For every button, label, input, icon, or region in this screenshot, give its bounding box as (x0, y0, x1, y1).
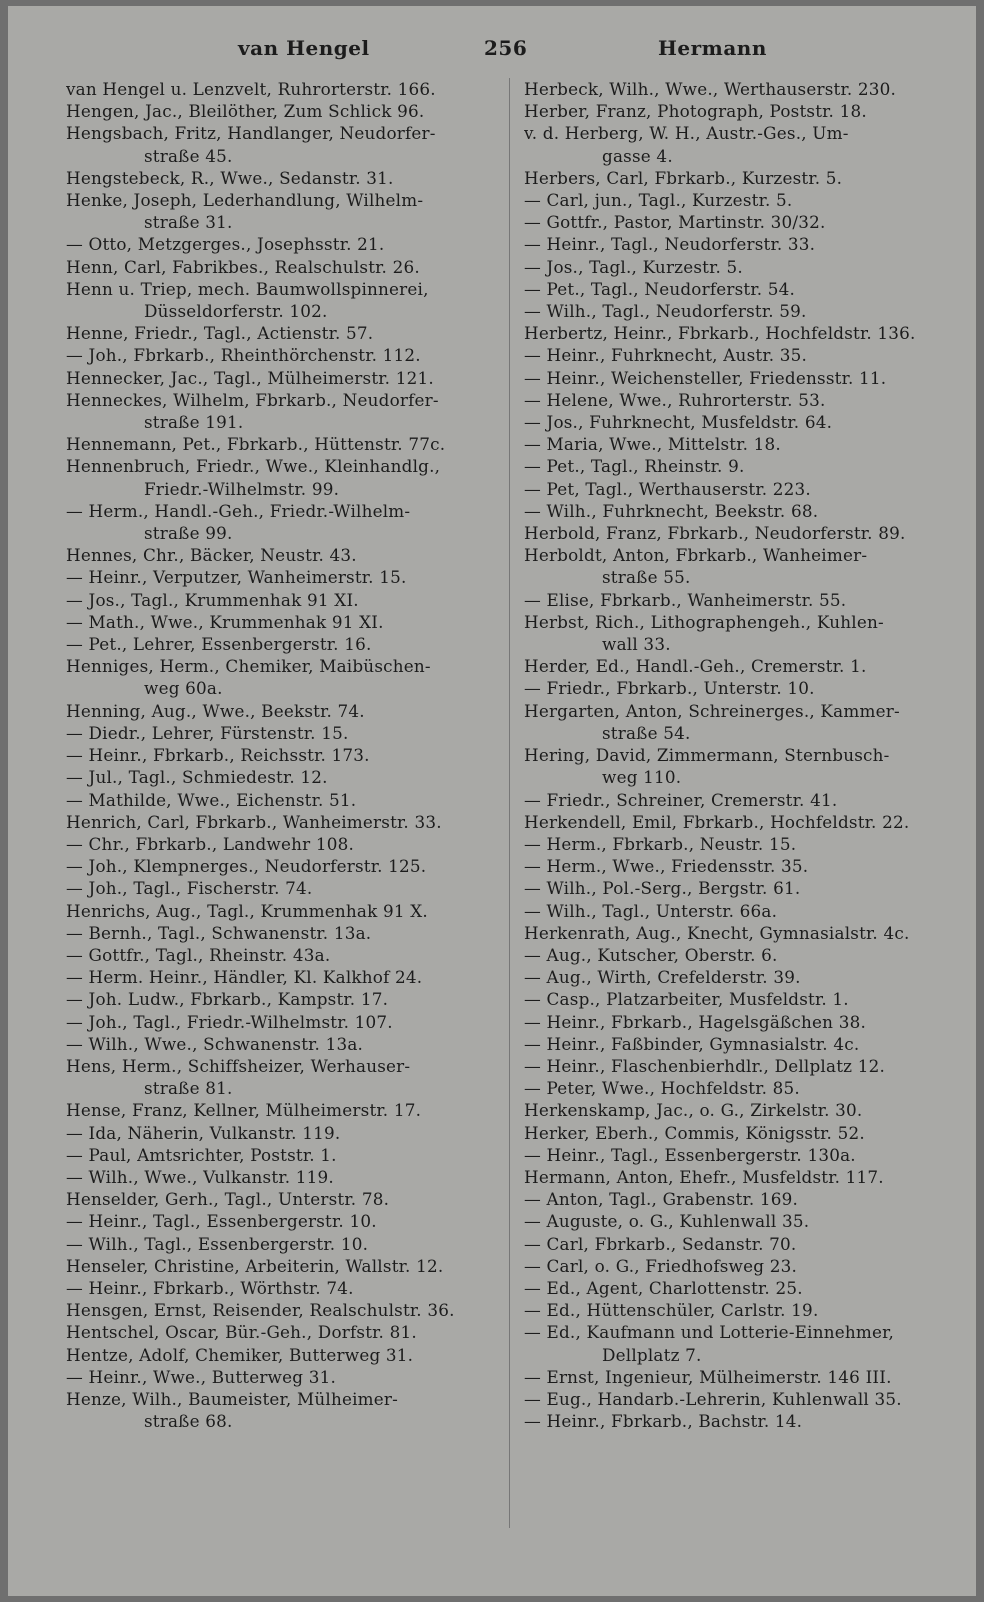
directory-entry: Herbertz, Heinr., Fbrkarb., Hochfeldstr. 136. (524, 323, 916, 344)
directory-entry: — Pet, Tagl., Werthauserstr. 223. (524, 478, 811, 499)
directory-entry: — Aug., Wirth, Crefelderstr. 39. (524, 967, 801, 988)
directory-entry: Henneckes, Wilhelm, Fbrkarb., Neudorfer- (66, 389, 439, 410)
directory-entry: — Wilh., Tagl., Essenbergerstr. 10. (66, 1233, 369, 1254)
directory-entry: — Peter, Wwe., Hochfeldstr. 85. (524, 1078, 800, 1099)
directory-page (8, 6, 976, 1596)
directory-entry: Herbold, Franz, Fbrkarb., Neudorferstr. 89. (524, 523, 906, 544)
directory-entry: — Diedr., Lehrer, Fürstenstr. 15. (66, 722, 349, 743)
directory-entry: — Ed., Kaufmann und Lotterie-Einnehmer, (524, 1322, 895, 1343)
directory-entry: — Heinr., Verputzer, Wanheimerstr. 15. (66, 567, 407, 588)
directory-entry: — Herm., Wwe., Friedensstr. 35. (524, 856, 809, 877)
header-first-entry: van Hengel (238, 36, 370, 60)
directory-entry: Hennecker, Jac., Tagl., Mülheimerstr. 121. (66, 367, 434, 388)
directory-entry: — Carl, jun., Tagl., Kurzestr. 5. (524, 190, 793, 211)
directory-entry: — Eug., Handarb.-Lehrerin, Kuhlenwall 35. (524, 1388, 902, 1409)
directory-entry: — Paul, Amtsrichter, Poststr. 1. (66, 1144, 337, 1165)
directory-entry: Henselder, Gerh., Tagl., Unterstr. 78. (66, 1189, 390, 1210)
directory-entry: — Casp., Platzarbeiter, Musfeldstr. 1. (524, 989, 849, 1010)
left-column (66, 78, 500, 1432)
directory-entry: van Hengel u. Lenzvelt, Ruhrorterstr. 166. (66, 79, 436, 99)
directory-entry: — Friedr., Schreiner, Cremerstr. 41. (524, 789, 838, 810)
directory-entry: — Herm. Heinr., Händler, Kl. Kalkhof 24. (66, 967, 423, 988)
directory-entry-continuation: Düsseldorferstr. 102. (144, 301, 328, 322)
directory-entry-continuation: straße 54. (602, 722, 691, 743)
directory-entry: — Joh., Tagl., Fischerstr. 74. (66, 878, 313, 899)
directory-entry: — Heinr., Fbrkarb., Wörthstr. 74. (66, 1277, 354, 1298)
directory-entry: — Aug., Kutscher, Oberstr. 6. (524, 944, 778, 965)
directory-entry: Herker, Eberh., Commis, Königsstr. 52. (524, 1122, 865, 1143)
directory-entry: — Jos., Tagl., Krummenhak 91 XI. (66, 589, 359, 610)
directory-entry: — Heinr., Tagl., Essenbergerstr. 10. (66, 1211, 377, 1232)
directory-entry: — Heinr., Fbrkarb., Reichsstr. 173. (66, 745, 370, 766)
page-number: 256 (484, 36, 528, 60)
directory-entry: — Wilh., Wwe., Schwanenstr. 13a. (66, 1033, 364, 1054)
directory-entry: — Wilh., Tagl., Unterstr. 66a. (524, 900, 778, 921)
header-last-entry: Hermann (658, 36, 767, 60)
directory-entry: Hermann, Anton, Ehefr., Musfeldstr. 117. (524, 1166, 884, 1187)
directory-entry: Henrich, Carl, Fbrkarb., Wanheimerstr. 33. (66, 811, 442, 832)
directory-entry: — Pet., Lehrer, Essenbergerstr. 16. (66, 634, 372, 655)
directory-entry: Hennemann, Pet., Fbrkarb., Hüttenstr. 77c. (66, 434, 446, 455)
directory-entry: — Heinr., Flaschenbierhdlr., Dellplatz 12. (524, 1055, 886, 1076)
directory-entry: Hennes, Chr., Bäcker, Neustr. 43. (66, 545, 357, 566)
directory-entry-continuation: straße 191. (144, 412, 244, 433)
directory-entry: Henn, Carl, Fabrikbes., Realschulstr. 26. (66, 256, 420, 277)
directory-entry: Herbers, Carl, Fbrkarb., Kurzestr. 5. (524, 167, 843, 188)
directory-entry: Henze, Wilh., Baumeister, Mülheimer- (66, 1388, 398, 1409)
directory-entry: v. d. Herberg, W. H., Austr.-Ges., Um- (524, 123, 849, 144)
directory-entry: Henn u. Triep, mech. Baumwollspinnerei, (66, 278, 429, 299)
directory-entry-continuation: wall 33. (602, 634, 671, 655)
directory-entry: Hentze, Adolf, Chemiker, Butterweg 31. (66, 1344, 414, 1365)
directory-entry: — Jul., Tagl., Schmiedestr. 12. (66, 767, 328, 788)
directory-entry: Hergarten, Anton, Schreinerges., Kammer- (524, 700, 900, 721)
directory-entry: Hense, Franz, Kellner, Mülheimerstr. 17. (66, 1100, 422, 1121)
directory-entry: — Bernh., Tagl., Schwanenstr. 13a. (66, 922, 372, 943)
directory-entry: Herbeck, Wilh., Wwe., Werthauserstr. 230. (524, 79, 897, 99)
directory-entry: Hennenbruch, Friedr., Wwe., Kleinhandlg., (66, 456, 441, 477)
directory-entry-continuation: straße 45. (144, 145, 233, 166)
directory-entry: — Joh. Ludw., Fbrkarb., Kampstr. 17. (66, 989, 389, 1010)
directory-entry: Herber, Franz, Photograph, Poststr. 18. (524, 101, 867, 122)
directory-entry: Henke, Joseph, Lederhandlung, Wilhelm- (66, 190, 424, 211)
directory-entry-continuation: weg 110. (602, 767, 682, 788)
directory-entry-continuation: straße 31. (144, 212, 233, 233)
directory-entry: — Joh., Klempnerges., Neudorferstr. 125. (66, 856, 427, 877)
directory-entry: Herder, Ed., Handl.-Geh., Cremerstr. 1. (524, 656, 867, 677)
directory-entry: — Heinr., Fbrkarb., Hagelsgäßchen 38. (524, 1011, 866, 1032)
directory-entry-continuation: straße 99. (144, 523, 233, 544)
directory-entry: Hengstebeck, R., Wwe., Sedanstr. 31. (66, 167, 394, 188)
directory-entry: Henning, Aug., Wwe., Beekstr. 74. (66, 700, 365, 721)
directory-entry: — Heinr., Fbrkarb., Bachstr. 14. (524, 1411, 803, 1432)
directory-entry-continuation: straße 55. (602, 567, 691, 588)
directory-entry: Hengen, Jac., Bleilöther, Zum Schlick 96. (66, 101, 425, 122)
directory-entry: — Wilh., Fuhrknecht, Beekstr. 68. (524, 500, 819, 521)
directory-entry: — Carl, Fbrkarb., Sedanstr. 70. (524, 1233, 797, 1254)
directory-entry-continuation: gasse 4. (602, 145, 673, 166)
directory-entry: — Otto, Metzgerges., Josephsstr. 21. (66, 234, 385, 255)
directory-entry-continuation: straße 68. (144, 1411, 233, 1432)
directory-entry: Henniges, Herm., Chemiker, Maibüschen- (66, 656, 431, 677)
directory-entry: — Pet., Tagl., Rheinstr. 9. (524, 456, 745, 477)
directory-entry: — Carl, o. G., Friedhofsweg 23. (524, 1255, 798, 1276)
directory-entry-continuation: Friedr.-Wilhelmstr. 99. (144, 478, 340, 499)
directory-entry: — Ernst, Ingenieur, Mülheimerstr. 146 III. (524, 1366, 892, 1387)
directory-entry-continuation: straße 81. (144, 1078, 233, 1099)
directory-entry: — Jos., Fuhrknecht, Musfeldstr. 64. (524, 412, 833, 433)
directory-entry: — Jos., Tagl., Kurzestr. 5. (524, 256, 743, 277)
directory-entry: — Wilh., Pol.-Serg., Bergstr. 61. (524, 878, 801, 899)
directory-entry: — Heinr., Faßbinder, Gymnasialstr. 4c. (524, 1033, 860, 1054)
directory-entry: Herboldt, Anton, Fbrkarb., Wanheimer- (524, 545, 868, 566)
directory-entry: — Heinr., Fuhrknecht, Austr. 35. (524, 345, 808, 366)
directory-entry: — Wilh., Wwe., Vulkanstr. 119. (66, 1166, 334, 1187)
directory-entry: Henseler, Christine, Arbeiterin, Wallstr. 12. (66, 1255, 444, 1276)
directory-entry: Hering, David, Zimmermann, Sternbusch- (524, 745, 890, 766)
directory-entry: — Friedr., Fbrkarb., Unterstr. 10. (524, 678, 815, 699)
directory-entry: — Auguste, o. G., Kuhlenwall 35. (524, 1211, 810, 1232)
directory-entry: — Pet., Tagl., Neudorferstr. 54. (524, 278, 796, 299)
right-column (524, 78, 960, 1432)
directory-entry: Herbst, Rich., Lithographengeh., Kuhlen- (524, 611, 884, 632)
directory-entry: — Herm., Fbrkarb., Neustr. 15. (524, 833, 797, 854)
directory-entry: — Wilh., Tagl., Neudorferstr. 59. (524, 301, 807, 322)
page-header (8, 36, 976, 68)
directory-entry: — Elise, Fbrkarb., Wanheimerstr. 55. (524, 589, 847, 610)
directory-entry: — Gottfr., Pastor, Martinstr. 30/32. (524, 212, 826, 233)
directory-entry: — Anton, Tagl., Grabenstr. 169. (524, 1189, 799, 1210)
directory-entry: — Maria, Wwe., Mittelstr. 18. (524, 434, 781, 455)
directory-entry: — Helene, Wwe., Ruhrorterstr. 53. (524, 389, 826, 410)
directory-entry: — Heinr., Tagl., Essenbergerstr. 130a. (524, 1144, 856, 1165)
directory-entry: — Ed., Agent, Charlottenstr. 25. (524, 1277, 803, 1298)
directory-entry: Henrichs, Aug., Tagl., Krummenhak 91 X. (66, 900, 428, 921)
directory-entry: Herkenrath, Aug., Knecht, Gymnasialstr. 4c. (524, 922, 910, 943)
directory-entry: Henne, Friedr., Tagl., Actienstr. 57. (66, 323, 374, 344)
column-divider (509, 78, 510, 1528)
directory-entry: — Joh., Fbrkarb., Rheinthörchenstr. 112. (66, 345, 421, 366)
directory-entry: Herkendell, Emil, Fbrkarb., Hochfeldstr. 22. (524, 811, 910, 832)
directory-entry: — Ed., Hüttenschüler, Carlstr. 19. (524, 1300, 819, 1321)
directory-entry: — Ida, Näherin, Vulkanstr. 119. (66, 1122, 341, 1143)
directory-entry-continuation: Dellplatz 7. (602, 1344, 702, 1365)
directory-entry: — Joh., Tagl., Friedr.-Wilhelmstr. 107. (66, 1011, 393, 1032)
directory-entry: — Heinr., Tagl., Neudorferstr. 33. (524, 234, 816, 255)
directory-entry: Hengsbach, Fritz, Handlanger, Neudorfer- (66, 123, 436, 144)
directory-entry: — Herm., Handl.-Geh., Friedr.-Wilhelm- (66, 500, 411, 521)
directory-entry: — Heinr., Weichensteller, Friedensstr. 11. (524, 367, 887, 388)
directory-entry: Hentschel, Oscar, Bür.-Geh., Dorfstr. 81. (66, 1322, 417, 1343)
directory-entry: — Math., Wwe., Krummenhak 91 XI. (66, 611, 384, 632)
directory-entry: Hensgen, Ernst, Reisender, Realschulstr. 36. (66, 1300, 455, 1321)
directory-entry: Herkenskamp, Jac., o. G., Zirkelstr. 30. (524, 1100, 863, 1121)
directory-entry: — Gottfr., Tagl., Rheinstr. 43a. (66, 944, 331, 965)
directory-entry: — Heinr., Wwe., Butterweg 31. (66, 1366, 337, 1387)
directory-entry: Hens, Herm., Schiffsheizer, Werhauser- (66, 1055, 411, 1076)
directory-entry-continuation: weg 60a. (144, 678, 223, 699)
directory-entry: — Mathilde, Wwe., Eichenstr. 51. (66, 789, 357, 810)
directory-entry: — Chr., Fbrkarb., Landwehr 108. (66, 833, 355, 854)
